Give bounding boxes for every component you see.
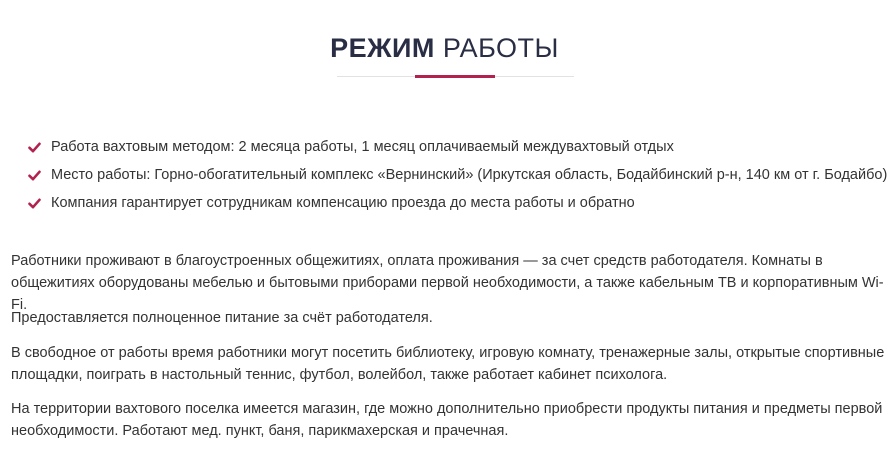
- list-item: [28, 161, 887, 189]
- section-title-bold: РЕЖИМ: [330, 33, 435, 63]
- section-header: [0, 30, 889, 66]
- checkmark-icon: [28, 197, 41, 210]
- section-title-light: РАБОТЫ: [442, 33, 559, 63]
- paragraph-housing: Работники проживают в благоустроенных общежитиях, оплата проживания — за счет средств работодателя. Комнаты в общежитиях оборудованы мебелью и бытовыми приборами первой необходимости, а также кабельным ТВ и корпоративным Wi-Fi.: [11, 253, 884, 313]
- list-item-text: Компания гарантирует сотрудникам компенсацию проезда до места работы и обратно: [51, 195, 635, 211]
- checkmark-icon: [28, 169, 41, 182]
- list-item-text: Место работы: Горно-обогатительный комплекс «Вернинский» (Иркутская область, Бодайбинский р-н, 140 км от г. Бодайбо): [51, 167, 888, 183]
- list-item-text: Работа вахтовым методом: 2 месяца работы, 1 месяц оплачиваемый междувахтовый отдых: [51, 139, 674, 155]
- paragraph-leisure: В свободное от работы время работники могут посетить библиотеку, игровую комнату, тренажерные залы, открытые спортивные площадки, поиграть в настольный теннис, футбол, волейбол, также работает кабинет психолога.: [11, 345, 885, 383]
- list-item: [28, 133, 887, 161]
- section-title: [0, 30, 889, 66]
- checkmark-icon: [28, 141, 41, 154]
- paragraph-meals: Предоставляется полноценное питание за счёт работодателя.: [11, 310, 433, 326]
- list-item: [28, 189, 887, 217]
- paragraph-services: На территории вахтового поселка имеется магазин, где можно дополнительно приобрести продукты питания и предметы первой необходимости. Работают мед. пункт, баня, парикмахерская и прачечная.: [11, 401, 883, 439]
- conditions-list: [28, 133, 887, 217]
- title-accent-bar: [415, 75, 495, 78]
